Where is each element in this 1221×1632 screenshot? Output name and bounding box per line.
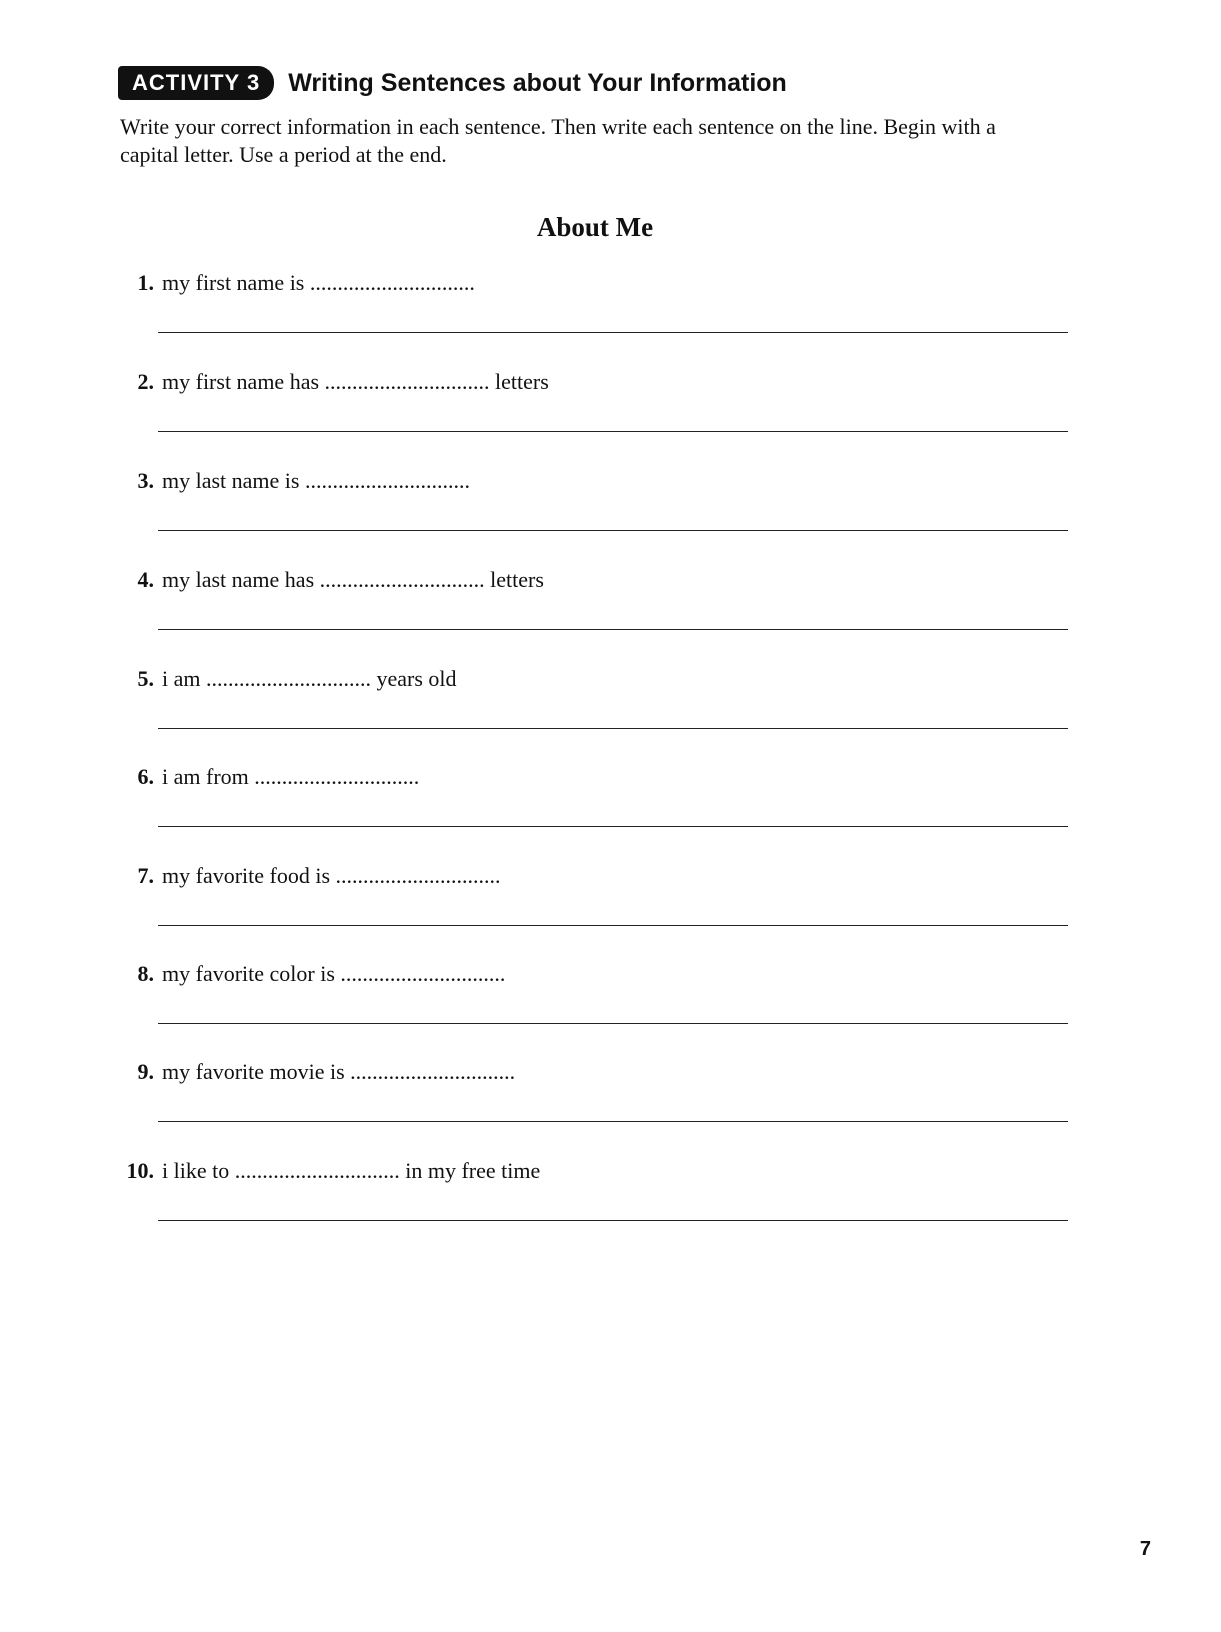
item-prompt [110,959,505,989]
answer-line[interactable] [158,728,1068,729]
list-item [110,959,1070,1059]
item-prompt [110,268,475,298]
item-prompt [110,367,549,397]
activity-badge: ACTIVITY 3 [118,66,274,100]
activity-header [118,66,787,100]
page-number: 7 [1139,1538,1151,1560]
answer-line[interactable] [158,925,1068,926]
item-number: 7. [137,863,154,888]
answer-line[interactable] [158,530,1068,531]
item-sentence: my favorite color is .............................. [162,961,506,986]
item-prompt [110,762,419,792]
item-number: 5. [137,666,154,691]
item-sentence: my first name is .............................. [162,270,475,295]
list-item [110,664,1070,764]
item-sentence: i am .............................. years old [162,666,457,691]
answer-line[interactable] [158,826,1068,827]
instructions: Write your correct information in each sentence. Then write each sentence on the line. Begin with a capital letter. Use a period at the end. [120,114,996,167]
answer-line[interactable] [158,629,1068,630]
item-sentence: my last name has .............................. letters [162,567,544,592]
item-number: 8. [137,961,154,986]
item-prompt [110,1057,515,1087]
list-item [110,268,1070,368]
item-sentence: i like to .............................. in my free time [162,1158,541,1183]
item-number: 4. [137,567,154,592]
item-number: 1. [137,270,154,295]
list-item [110,861,1070,961]
list-item [110,1156,1070,1256]
answer-line[interactable] [158,1220,1068,1221]
item-prompt [110,466,470,496]
item-number: 10. [126,1158,154,1183]
item-sentence: my favorite movie is .............................. [162,1059,516,1084]
item-prompt [110,1156,540,1186]
list-item [110,762,1070,862]
item-prompt [110,664,457,694]
answer-line[interactable] [158,332,1068,333]
item-sentence: my last name is .............................. [162,468,470,493]
item-sentence: my first name has .............................. letters [162,369,549,394]
answer-line[interactable] [158,431,1068,432]
activity-title: Writing Sentences about Your Information [288,68,787,97]
list-item [110,367,1070,467]
item-number: 2. [137,369,154,394]
item-prompt [110,861,501,891]
item-number: 3. [137,468,154,493]
item-sentence: i am from .............................. [162,764,420,789]
worksheet-title: About Me [536,212,654,242]
item-sentence: my favorite food is .............................. [162,863,501,888]
item-number: 9. [137,1059,154,1084]
list-item [110,1057,1070,1157]
answer-line[interactable] [158,1023,1068,1024]
list-item [110,466,1070,566]
item-number: 6. [137,764,154,789]
item-prompt [110,565,544,595]
answer-line[interactable] [158,1121,1068,1122]
list-item [110,565,1070,665]
